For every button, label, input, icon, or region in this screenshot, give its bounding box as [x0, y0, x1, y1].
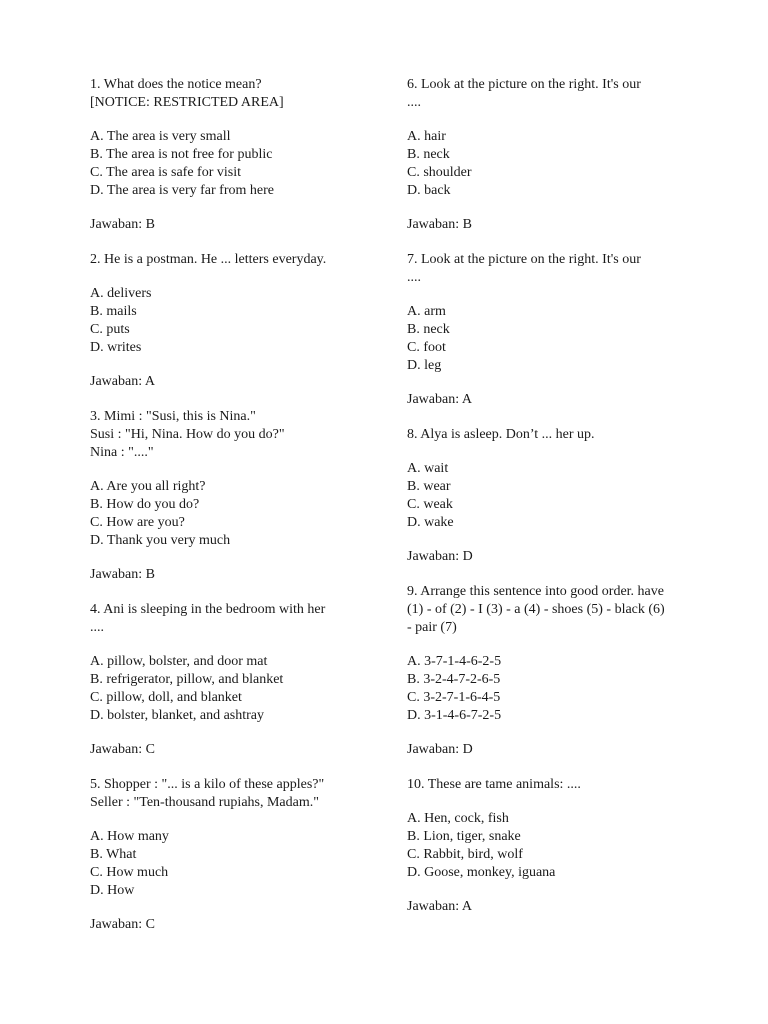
option-c: C. Rabbit, bird, wolf — [407, 847, 523, 862]
answer-key: Jawaban: C — [90, 742, 155, 757]
option-d: D. The area is very far from here — [90, 183, 274, 198]
option-a: A. The area is very small — [90, 129, 231, 144]
stem-line: 3. Mimi : "Susi, this is Nina." — [90, 409, 256, 424]
option-d: D. Thank you very much — [90, 533, 231, 548]
answer-key: Jawaban: B — [90, 217, 155, 232]
stem-line: 7. Look at the picture on the right. It's our .... — [407, 252, 641, 285]
stem-line: 8. Alya is asleep. Don’t ... her up. — [407, 427, 595, 442]
stem-line: Susi : "Hi, Nina. How do you do?" — [90, 427, 285, 442]
option-a: A. delivers — [90, 286, 152, 301]
option-d: D. 3-1-4-6-7-2-5 — [407, 708, 502, 723]
option-d: D. writes — [90, 340, 142, 355]
question-stem — [407, 426, 657, 444]
option-a: A. wait — [407, 461, 449, 476]
stem-line: [NOTICE: RESTRICTED AREA] — [90, 95, 284, 110]
option-c: C. weak — [407, 497, 453, 512]
question-9 — [407, 583, 665, 759]
answer-key: Jawaban: D — [407, 549, 473, 564]
option-b: B. mails — [90, 304, 137, 319]
option-d: D. leg — [407, 358, 442, 373]
stem-line: 5. Shopper : "... is a kilo of these apples?" — [90, 777, 325, 792]
option-d: D. wake — [407, 515, 454, 530]
option-list — [90, 478, 370, 550]
answer-key: Jawaban: A — [90, 374, 155, 389]
question-stem — [90, 76, 370, 112]
option-list — [90, 653, 370, 725]
question-6 — [407, 76, 657, 234]
question-4 — [90, 601, 370, 759]
option-d: D. bolster, blanket, and ashtray — [90, 708, 265, 723]
question-stem — [407, 583, 665, 637]
option-list — [90, 828, 370, 900]
question-stem — [90, 408, 370, 462]
left-column — [90, 76, 370, 951]
option-d: D. back — [407, 183, 451, 198]
question-stem — [90, 601, 370, 637]
question-7 — [407, 251, 657, 409]
option-list — [407, 128, 657, 200]
question-5 — [90, 776, 370, 934]
question-stem — [407, 76, 657, 112]
option-d: D. How — [90, 883, 135, 898]
answer-key: Jawaban: C — [90, 917, 155, 932]
answer-key: Jawaban: B — [90, 567, 155, 582]
option-a: A. pillow, bolster, and door mat — [90, 654, 268, 669]
option-d: D. Goose, monkey, iguana — [407, 865, 556, 880]
stem-line: 2. He is a postman. He ... letters everyday. — [90, 252, 327, 267]
stem-line: 4. Ani is sleeping in the bedroom with her .... — [90, 602, 326, 635]
question-stem — [90, 776, 370, 812]
question-2 — [90, 251, 370, 391]
question-8 — [407, 426, 657, 566]
option-b: B. neck — [407, 322, 450, 337]
answer-key: Jawaban: A — [407, 899, 472, 914]
option-b: B. 3-2-4-7-2-6-5 — [407, 672, 501, 687]
option-list — [90, 128, 370, 200]
option-c: C. foot — [407, 340, 446, 355]
option-list — [407, 653, 657, 725]
answer-key: Jawaban: A — [407, 392, 472, 407]
question-1 — [90, 76, 370, 234]
option-list — [407, 303, 657, 375]
option-c: C. The area is safe for visit — [90, 165, 241, 180]
option-b: B. Lion, tiger, snake — [407, 829, 521, 844]
option-c: C. shoulder — [407, 165, 472, 180]
option-a: A. arm — [407, 304, 446, 319]
option-b: B. What — [90, 847, 137, 862]
option-c: C. How are you? — [90, 515, 185, 530]
stem-line: 10. These are tame animals: .... — [407, 777, 581, 792]
answer-key: Jawaban: B — [407, 217, 472, 232]
question-3 — [90, 408, 370, 584]
right-column — [407, 76, 665, 933]
stem-line: Seller : "Ten-thousand rupiahs, Madam." — [90, 795, 319, 810]
stem-line: 1. What does the notice mean? — [90, 77, 262, 92]
option-list — [407, 810, 657, 882]
stem-line: 9. Arrange this sentence into good order. have (1) - of (2) - I (3) - a (4) - shoes (5) - black (6) - pair (7) — [407, 584, 665, 635]
option-c: C. puts — [90, 322, 130, 337]
option-c: C. pillow, doll, and blanket — [90, 690, 242, 705]
option-a: A. 3-7-1-4-6-2-5 — [407, 654, 502, 669]
option-b: B. wear — [407, 479, 451, 494]
option-c: C. 3-2-7-1-6-4-5 — [407, 690, 501, 705]
option-b: B. The area is not free for public — [90, 147, 273, 162]
option-a: A. How many — [90, 829, 169, 844]
stem-line: 6. Look at the picture on the right. It's our .... — [407, 77, 641, 110]
option-list — [90, 285, 370, 357]
option-c: C. How much — [90, 865, 169, 880]
answer-key: Jawaban: D — [407, 742, 473, 757]
option-b: B. How do you do? — [90, 497, 200, 512]
question-stem — [407, 776, 657, 794]
question-10 — [407, 776, 657, 916]
option-b: B. neck — [407, 147, 450, 162]
option-a: A. Hen, cock, fish — [407, 811, 509, 826]
option-a: A. Are you all right? — [90, 479, 206, 494]
option-a: A. hair — [407, 129, 446, 144]
stem-line: Nina : "...." — [90, 445, 154, 460]
question-stem — [407, 251, 657, 287]
option-b: B. refrigerator, pillow, and blanket — [90, 672, 284, 687]
question-stem — [90, 251, 370, 269]
option-list — [407, 460, 657, 532]
